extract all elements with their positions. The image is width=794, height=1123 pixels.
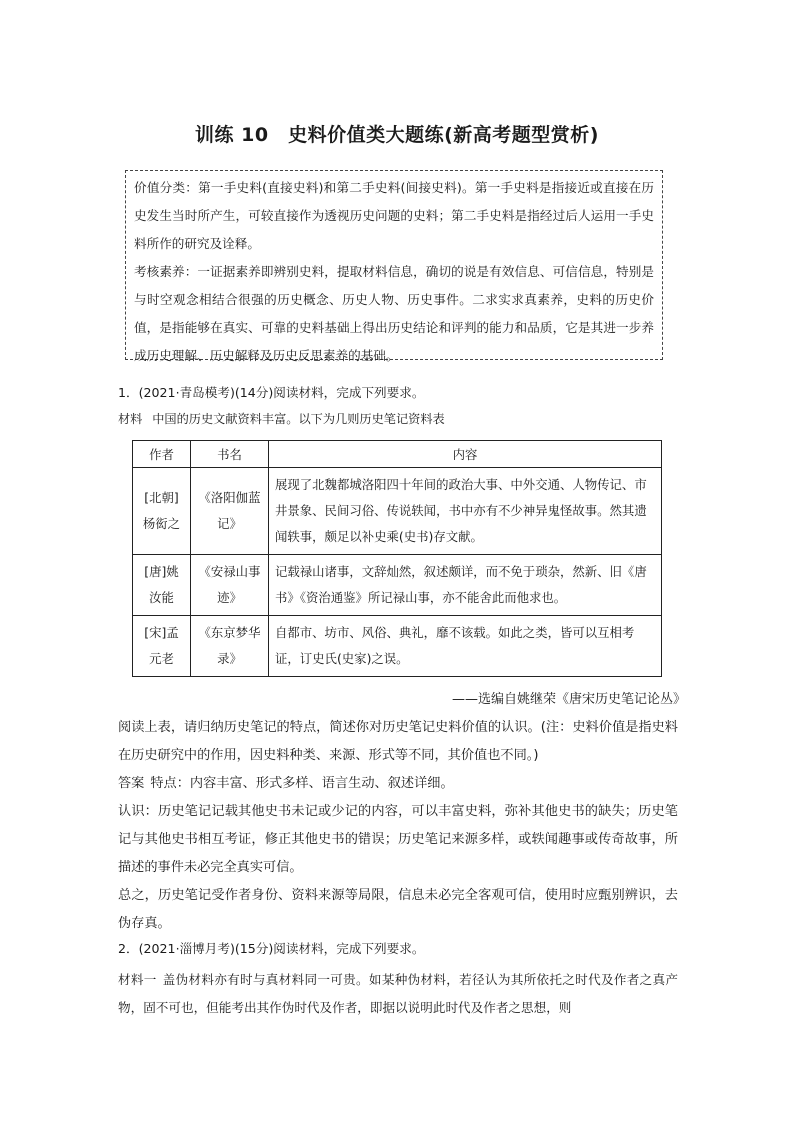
table-cell-book: 《洛阳伽蓝记》: [191, 468, 269, 555]
answer-features: 特点：内容丰富、形式多样、语言生动、叙述详细。: [150, 776, 454, 791]
question-1-summary: 总之，历史笔记受作者身份、资料来源等局限，信息未必完全客观可信，使用时应甄别辨识，去伪存真。: [118, 888, 678, 931]
intro-assessment-literacy: 考核素养：一证据素养即辨别史料，提取材料信息，确切的说是有效信息、可信信息，特别是与时空观念相结合很强的历史概念、历史人物、历史事件。二求实求真素养，史料的历史价值，是指能够在真实、可靠的史料基础上得出历史结论和评判的能力和品质，它是其进一步养成历史理解、历史解释及历史反思素养的基础。: [134, 264, 654, 363]
intro-value-classification: 价值分类：第一手史料(直接史料)和第二手史料(间接史料)。第一手史料是指接近或直接在历史发生当时所产生，可较直接作为透视历史问题的史料；第二手史料是指经过后人运用一手史料所作的研究及诠释。: [134, 180, 654, 251]
question-2-header: 2．(2021·淄博月考)(15分)阅读材料，完成下列要求。: [118, 941, 425, 956]
table-header-book: 书名: [191, 441, 269, 468]
material-label: 材料一: [118, 972, 157, 987]
table-row: [133, 468, 662, 555]
table-cell-content: 展现了北魏都城洛阳四十年间的政治大事、中外交通、人物传记、市井景象、民间习俗、传说轶闻，书中亦有不少神异鬼怪故事。然其遗闻轶事，颇足以补史乘(史书)存文献。: [269, 468, 662, 555]
table-row: [133, 555, 662, 616]
table-cell-author: [宋]孟元老: [133, 616, 191, 677]
question-1-answer: [118, 770, 678, 798]
material-text: 中国的历史文献资料丰富。以下为几则历史笔记资料表: [152, 412, 445, 426]
table-cell-book: 《安禄山事迹》: [191, 555, 269, 616]
question-1-header: 1．(2021·青岛模考)(14分)阅读材料，完成下列要求。: [118, 385, 425, 400]
question-1-recognition: 认识：历史笔记记载其他史书未记或少记的内容，可以丰富史料，弥补其他史书的缺失；历史笔记与其他史书相互考证，修正其他史书的错误；历史笔记来源多样，或轶闻趣事或传奇故事，所描述的事件未必完全真实可信。: [118, 804, 678, 875]
history-notes-table: [132, 440, 662, 677]
table-header-content: 内容: [269, 441, 662, 468]
page-title: 训练 10 史料价值类大题练(新高考题型赏析): [195, 124, 599, 146]
table-header-author: 作者: [133, 441, 191, 468]
material-label: 材料: [118, 412, 143, 426]
table-cell-content: 记载禄山诸事，文辞灿然，叙述颇详，而不免于琐杂，然新、旧《唐书》《资治通鉴》所记禄山事，亦不能舍此而他求也。: [269, 555, 662, 616]
table-cell-author: [北朝]杨衒之: [133, 468, 191, 555]
question-1-material: [118, 410, 445, 427]
material-source: ——选编自姚继荣《唐宋历史笔记论丛》: [451, 692, 686, 707]
question-1-prompt: 阅读上表，请归纳历史笔记的特点，简述你对历史笔记史料价值的认识。(注：史料价值是指史料在历史研究中的作用，因史料种类、来源、形式等不同，其价值也不同。): [118, 720, 678, 763]
table-cell-author: [唐]姚汝能: [133, 555, 191, 616]
table-cell-book: 《东京梦华录》: [191, 616, 269, 677]
question-2-material: [118, 966, 678, 1022]
table-cell-content: 自都市、坊市、风俗、典礼，靡不该载。如此之类，皆可以互相考证，订史氏(史家)之误。: [269, 616, 662, 677]
answer-label: 答案: [118, 776, 145, 791]
table-header-row: [133, 441, 662, 468]
material-text: 盖伪材料亦有时与真材料同一可贵。如某种伪材料，若径认为其所依托之时代及作者之真产物，固不可也，但能考出其作伪时代及作者，即据以说明此时代及作者之思想，则: [118, 972, 678, 1015]
table-row: [133, 616, 662, 677]
intro-box: [125, 170, 663, 363]
